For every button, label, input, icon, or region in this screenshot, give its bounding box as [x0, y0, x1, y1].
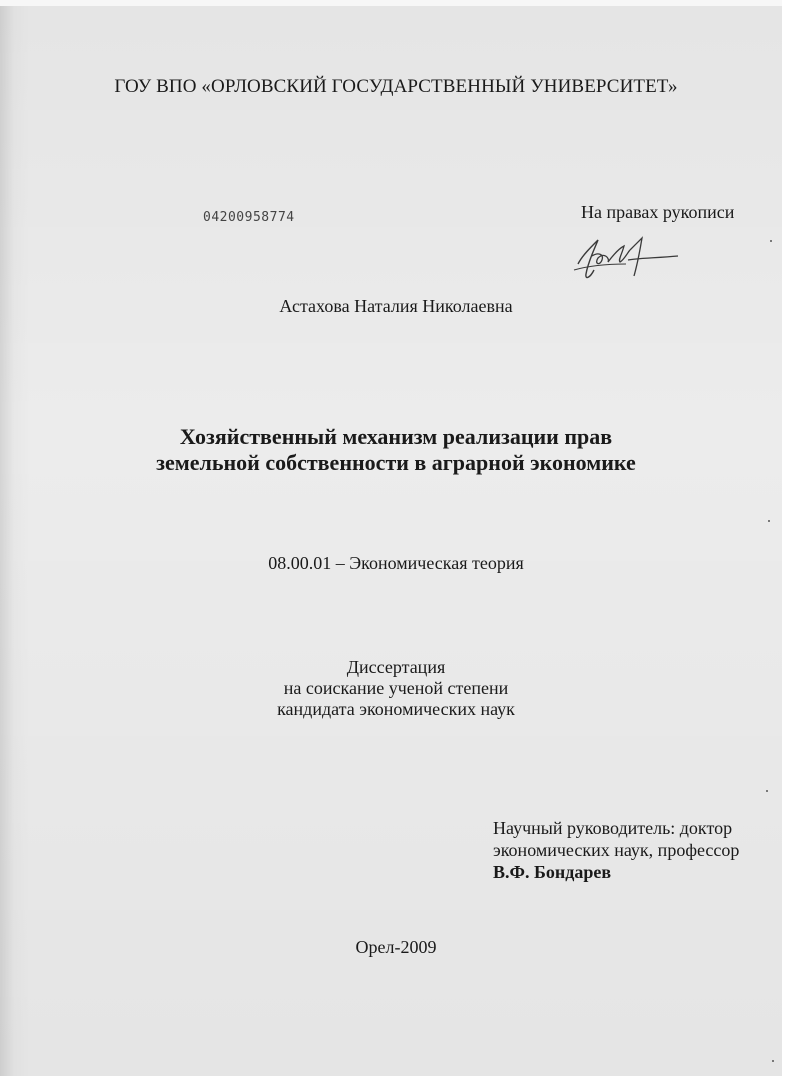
degree-description — [0, 657, 792, 720]
city-year: Орел-2009 — [355, 937, 437, 957]
supervisor-block — [493, 817, 739, 883]
scan-speck — [768, 520, 770, 522]
scan-speck — [770, 240, 772, 242]
rights-notice: На правах рукописи — [581, 202, 735, 222]
signature-icon — [568, 226, 692, 286]
dissertation-title — [0, 424, 792, 476]
author-name: Астахова Наталия Николаевна — [279, 296, 513, 316]
supervisor-line-1: Научный руководитель: доктор — [493, 818, 733, 838]
supervisor-name: В.Ф. Бондарев — [493, 862, 612, 882]
degree-line-1: Диссертация — [346, 657, 446, 677]
title-line-2: земельной собственности в аграрной экономике — [156, 450, 636, 475]
archive-code: 04200958774 — [203, 210, 295, 225]
degree-line-3: кандидата экономических наук — [277, 699, 515, 719]
scan-edge-top — [0, 0, 792, 6]
supervisor-line-2: экономических наук, профессор — [493, 840, 740, 860]
scan-speck — [766, 790, 768, 792]
scan-edge-right — [782, 0, 792, 1076]
degree-line-2: на соискание ученой степени — [283, 678, 509, 698]
speciality-code: 08.00.01 – Экономическая теория — [268, 553, 524, 573]
title-line-1: Хозяйственный механизм реализации прав — [179, 424, 613, 449]
scan-speck — [772, 1060, 774, 1062]
university-name: ГОУ ВПО «ОРЛОВСКИЙ ГОСУДАРСТВЕННЫЙ УНИВЕРСИТЕТ» — [114, 76, 678, 97]
